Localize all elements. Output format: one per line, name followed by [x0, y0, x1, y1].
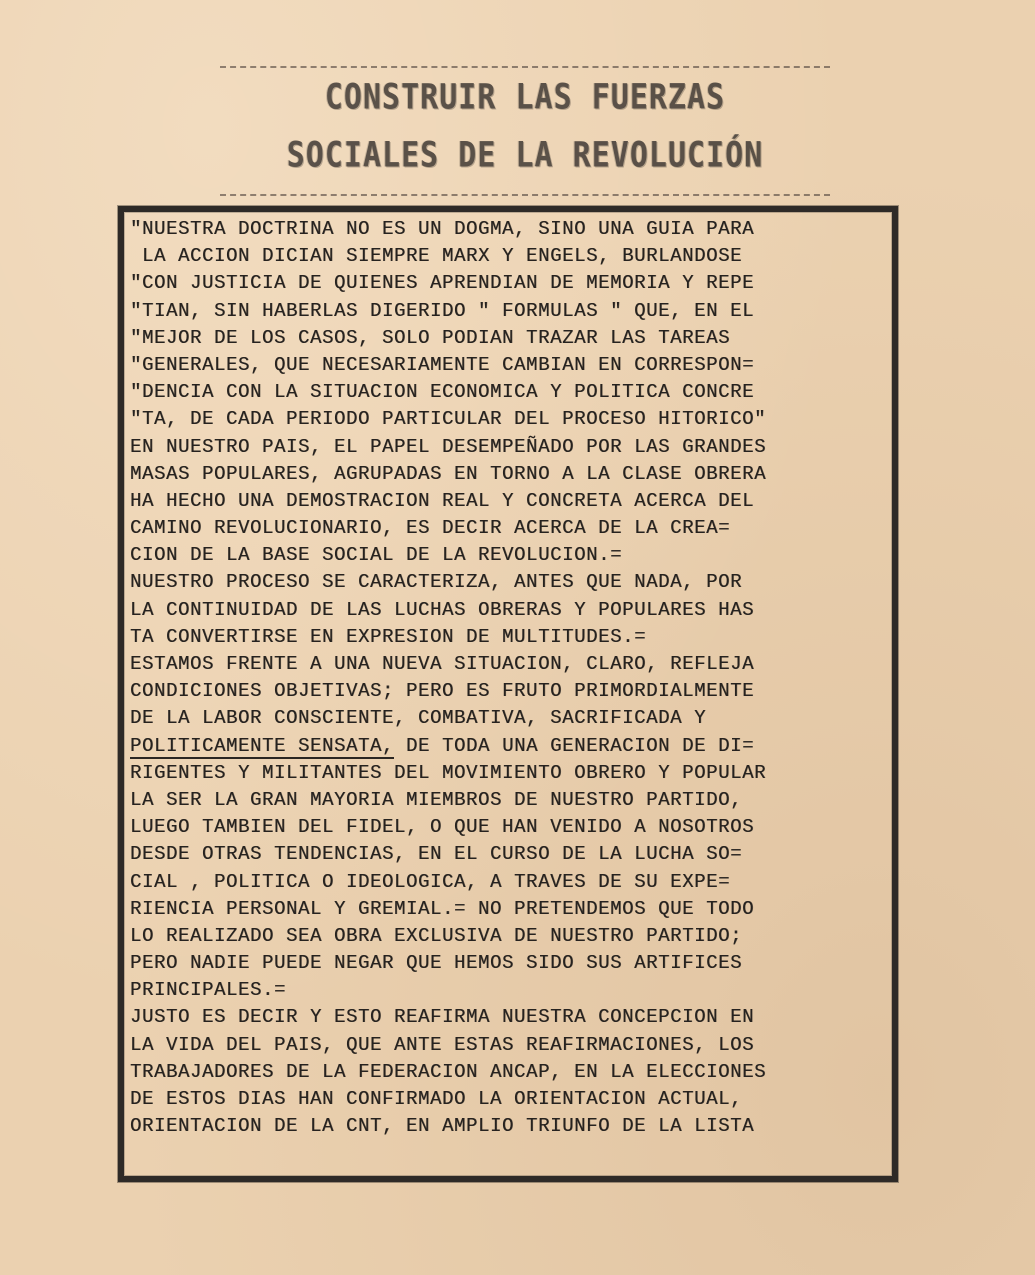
text-line: CIAL , POLITICA O IDEOLOGICA, A TRAVES DE SU EXPE=: [130, 870, 731, 893]
text-line: PRINCIPALES.=: [130, 979, 287, 1002]
text-line: TRABAJADORES DE LA FEDERACION ANCAP, EN LA ELECCIONES: [130, 1060, 767, 1083]
text-line: "NUESTRA DOCTRINA NO ES UN DOGMA, SINO UNA GUIA PARA: [130, 218, 755, 240]
text-line: "MEJOR DE LOS CASOS, SOLO PODIAN TRAZAR LAS TAREAS: [130, 326, 731, 349]
text-line: RIGENTES Y MILITANTES DEL MOVIMIENTO OBRERO Y POPULAR: [130, 761, 767, 784]
text-line: DE LA LABOR CONSCIENTE, COMBATIVA, SACRIFICADA Y: [130, 707, 707, 730]
text-line-underlined: [130, 733, 894, 760]
text-line: DESDE OTRAS TENDENCIAS, EN EL CURSO DE LA LUCHA SO=: [130, 843, 743, 866]
text-line: PERO NADIE PUEDE NEGAR QUE HEMOS SIDO SUS ARTIFICES: [130, 952, 743, 975]
text-line: NUESTRO PROCESO SE CARACTERIZA, ANTES QUE NADA, POR: [130, 571, 743, 594]
text-line: JUSTO ES DECIR Y ESTO REAFIRMA NUESTRA CONCEPCION EN: [130, 1006, 755, 1029]
text-line: LA ACCION DICIAN SIEMPRE MARX Y ENGELS, BURLANDOSE: [130, 245, 743, 268]
text-line: CAMINO REVOLUCIONARIO, ES DECIR ACERCA DE LA CREA=: [130, 517, 731, 540]
title-bottom-rule: [220, 194, 830, 196]
text-line: LA CONTINUIDAD DE LAS LUCHAS OBRERAS Y POPULARES HAS: [130, 598, 755, 621]
text-line: EN NUESTRO PAIS, EL PAPEL DESEMPEÑADO POR LAS GRANDES: [130, 435, 767, 458]
text-line: LA VIDA DEL PAIS, QUE ANTE ESTAS REAFIRMACIONES, LOS: [130, 1033, 755, 1056]
text-line: HA HECHO UNA DEMOSTRACION REAL Y CONCRETA ACERCA DEL: [130, 489, 755, 512]
page-title-line-1: CONSTRUIR LAS FUERZAS: [324, 77, 726, 118]
text-line: RIENCIA PERSONAL Y GREMIAL.= NO PRETENDEMOS QUE TODO: [130, 897, 755, 920]
text-line: LO REALIZADO SEA OBRA EXCLUSIVA DE NUESTRO PARTIDO;: [130, 924, 743, 947]
page-title-line-2: SOCIALES DE LA REVOLUCIÓN: [286, 135, 764, 176]
text-line: CONDICIONES OBJETIVAS; PERO ES FRUTO PRIMORDIALMENTE: [130, 680, 755, 703]
title-block: [220, 60, 830, 200]
text-line: "TIAN, SIN HABERLAS DIGERIDO " FORMULAS " QUE, EN EL: [130, 299, 755, 322]
text-line: TA CONVERTIRSE EN EXPRESION DE MULTITUDES.=: [130, 625, 647, 648]
text-line: CION DE LA BASE SOCIAL DE LA REVOLUCION.=: [130, 544, 623, 567]
text-line: "CON JUSTICIA DE QUIENES APRENDIAN DE MEMORIA Y REPE: [130, 272, 755, 295]
text-line: ESTAMOS FRENTE A UNA NUEVA SITUACION, CLARO, REFLEJA: [130, 653, 755, 675]
bordered-text-box: [118, 206, 898, 1182]
body-text: [130, 216, 894, 1140]
text-line: MASAS POPULARES, AGRUPADAS EN TORNO A LA CLASE OBRERA: [130, 462, 767, 485]
text-line: DE ESTOS DIAS HAN CONFIRMADO LA ORIENTACION ACTUAL,: [130, 1088, 743, 1110]
text-line: "TA, DE CADA PERIODO PARTICULAR DEL PROCESO HITORICO": [130, 408, 767, 431]
title-top-rule: [220, 66, 830, 68]
text-line-rest: DE TODA UNA GENERACION DE DI=: [394, 734, 755, 757]
underlined-phrase: POLITICAMENTE SENSATA,: [130, 734, 395, 757]
text-line: "DENCIA CON LA SITUACION ECONOMICA Y POLITICA CONCRE: [130, 381, 755, 404]
text-line: "GENERALES, QUE NECESARIAMENTE CAMBIAN EN CORRESPON=: [130, 353, 755, 376]
text-line: LUEGO TAMBIEN DEL FIDEL, O QUE HAN VENIDO A NOSOTROS: [130, 816, 755, 839]
text-line: LA SER LA GRAN MAYORIA MIEMBROS DE NUESTRO PARTIDO,: [130, 788, 743, 811]
text-line: ORIENTACION DE LA CNT, EN AMPLIO TRIUNFO DE LA LISTA: [130, 1115, 755, 1138]
